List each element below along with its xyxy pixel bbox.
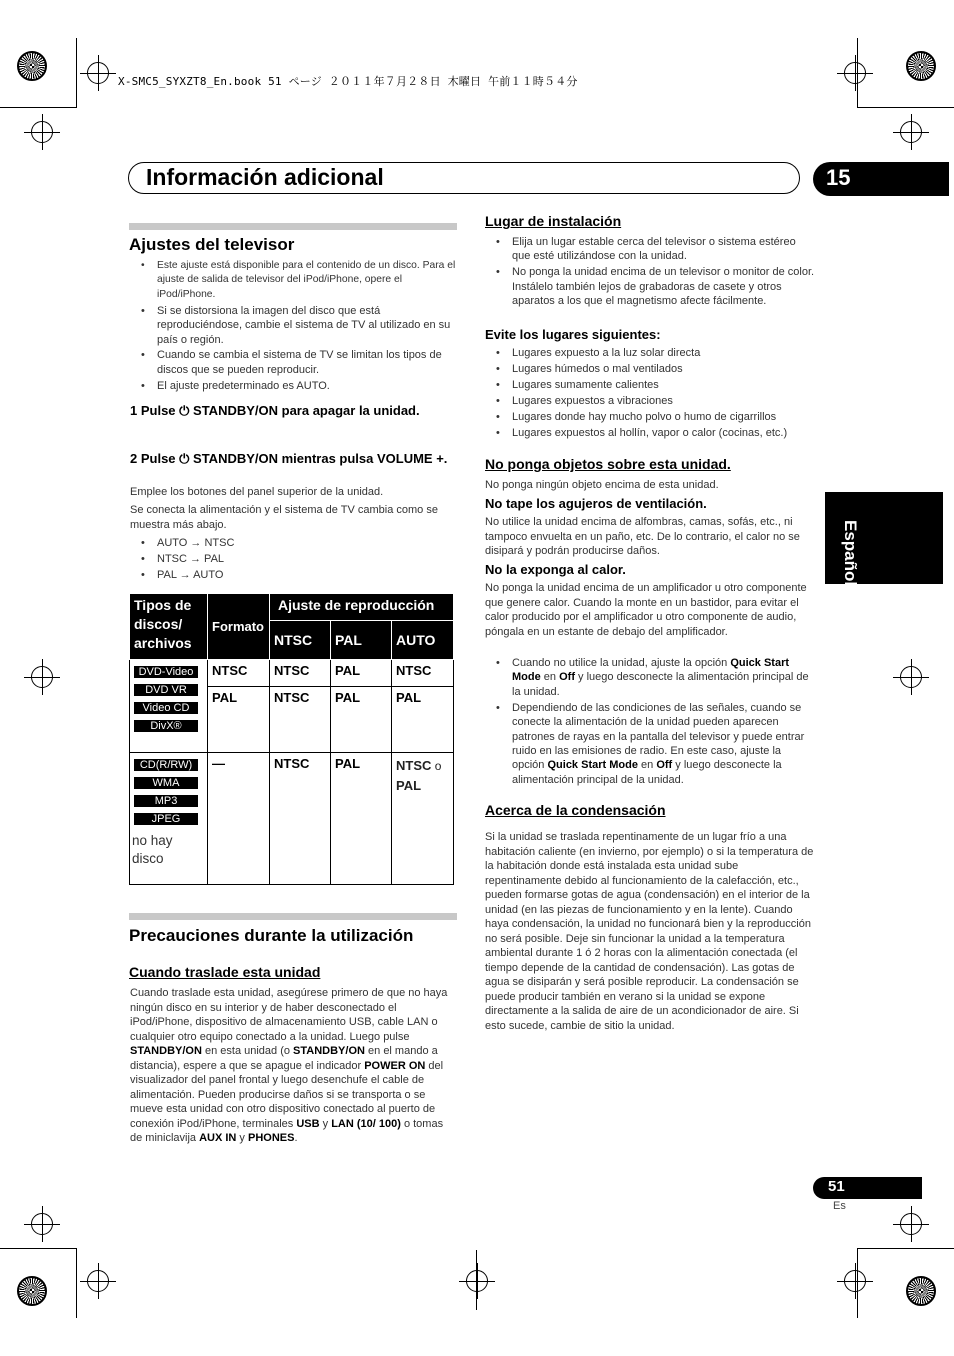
table-cell: NTSC — [208, 660, 270, 687]
tv-notes-list — [130, 259, 458, 395]
crop-line — [476, 1250, 477, 1310]
disc-types-group-1 — [130, 660, 208, 753]
crop-line — [0, 107, 77, 108]
disc-badge: DVD VR — [134, 684, 198, 696]
list-item: • Elija un lugar estable cerca del televisor o sistema estéreo que esté utilizándose con la unidad. — [485, 235, 815, 264]
list-item: • PAL → AUTO — [130, 568, 330, 582]
avoid-list — [485, 346, 825, 441]
registration-mark — [900, 1213, 922, 1235]
vents-text: No utilice la unidad encima de alfombras, camas, sofás, etc., ni tampoco envuelta en un paño, etc. De lo contrario, el calor no se disipará y podrán producirse daños. — [485, 516, 800, 557]
disc-badge: JPEG — [134, 813, 198, 825]
registration-mark — [900, 121, 922, 143]
subheading-condensation: Acerca de la condensación — [485, 802, 666, 818]
list-item: • Cuando se cambia el sistema de TV se limitan los tipos de discos que se pueden reproducir. — [130, 348, 458, 377]
table-cell: PAL — [392, 687, 454, 753]
installation-list — [485, 235, 815, 310]
registration-mark — [31, 121, 53, 143]
list-item: • El ajuste predeterminado es AUTO. — [130, 379, 458, 393]
table-header-ntsc: NTSC — [270, 620, 331, 659]
list-item: • Cuando no utilice la unidad, ajuste la opción Quick Start Mode en Off y luego desconecte la alimentación principal de la unidad. — [485, 656, 815, 699]
table-cell: NTSC — [270, 753, 331, 885]
registration-mark — [466, 1270, 488, 1292]
tv-system-table — [129, 593, 454, 885]
table-header-playback: Ajuste de reproducción — [270, 594, 454, 621]
registration-rosette — [17, 1276, 47, 1306]
table-header-format: Formato — [208, 594, 270, 660]
disc-types-group-2 — [130, 753, 208, 885]
step-2-result: Se conecta la alimentación y el sistema de TV cambia como se muestra más abajo. — [130, 504, 438, 531]
registration-mark — [87, 62, 109, 84]
list-item: • Este ajuste está disponible para el contenido de un disco. Para el ajuste de salida de televisor del iPod/iPhone, opere el iPod/iPhone. — [130, 259, 458, 302]
registration-rosette — [906, 1276, 936, 1306]
heat-text: No ponga la unidad encima de un amplificador u otro componente que genere calor. Cuando la monte en un bastidor, para evitar el calor producido por el amplificador u otro componente de audio, póngala en un estante de debajo del amplificador. — [485, 582, 807, 638]
disc-badge: MP3 — [134, 795, 198, 807]
subheading-no-objects: No ponga objetos sobre esta unidad. — [485, 456, 731, 472]
list-item: • Lugares expuestos al hollín, vapor o calor (cocinas, etc.) — [485, 426, 825, 440]
chapter-title: Información adicional — [146, 164, 384, 190]
page-language: Es — [833, 1200, 846, 1212]
disc-badge: DVD-Video — [134, 666, 198, 678]
crop-line — [857, 107, 954, 108]
no-disc-label: no hay disco — [132, 833, 173, 866]
table-cell: NTSC — [392, 660, 454, 687]
list-item: • Si se distorsiona la imagen del disco que está reproduciéndose, cambie el sistema de TV al utilizado en su país o región. — [130, 304, 458, 347]
crop-line — [0, 1248, 77, 1249]
list-item: • Lugares húmedos o mal ventilados — [485, 362, 825, 376]
disc-badge: Video CD — [134, 702, 198, 714]
subheading-installation: Lugar de instalación — [485, 213, 622, 229]
subheading-moving: Cuando traslade esta unidad — [129, 964, 321, 980]
table-row — [130, 660, 454, 687]
table-header-auto: AUTO — [392, 620, 454, 659]
table-cell: NTSC — [270, 660, 331, 687]
table-cell: PAL — [331, 660, 392, 687]
list-item: • Dependiendo de las condiciones de las señales, cuando se conecte la alimentación de la unidad pueden aparecen patrones de rayas en la pantalla del televisor y puede entrar ruido en las emisiones de radio. En este caso, ajuste la opción Quick Start Mode en Off y luego desconecte la alimentación principal de la unidad. — [485, 701, 815, 787]
condensation-text: Si la unidad se traslada repentinamente de un lugar frío a una habitación caliente (en invierno, por ejemplo) o si la temperatura de la habitación donde está instalada esta unidad sube repentinamente debido al funcionamiento de la calefacción, etc., pueden formarse gotas de agua (condensación) en el interior de la unidad (en las piezas de funcionamiento y en la lente). Cuando haya condensación, la unidad no funcionará bien y la reproducción no será posible. Deje sin funcionar la unidad a la temperatura ambiental durante 1 ó 2 horas con la alimentación conectada (el tiempo depende de la cantidad de condensación). Las gotas de agua se disiparán y será posible reproducir. La condensación se puede producir también en verano si la unidad se expone directamente a la salida de aire de un acondicionador de aire. Si esto sucede, cambie de sitio la unidad. — [485, 831, 814, 1032]
crop-line — [857, 1248, 858, 1318]
registration-rosette — [906, 51, 936, 81]
step-1: 1 Pulse ⏻ STANDBY/ON para apagar la unidad. — [130, 403, 420, 418]
power-notes-list — [485, 656, 815, 789]
table-header-types: Tipos de discos/ archivos — [130, 594, 208, 660]
tv-system-cycle — [130, 536, 330, 584]
list-item: • NTSC → PAL — [130, 552, 330, 566]
table-cell: PAL — [208, 687, 270, 753]
registration-mark — [844, 62, 866, 84]
print-header: X-SMC5_SYXZT8_En.book 51 ページ ２０１１年７月２８日 木曜日 午前１１時５４分 — [118, 75, 578, 88]
registration-rosette — [17, 51, 47, 81]
step-2-note: Emplee los botones del panel superior de la unidad. — [130, 486, 384, 498]
table-row — [130, 753, 454, 885]
subheading-vents: No tape los agujeros de ventilación. — [485, 496, 707, 511]
registration-mark — [31, 1213, 53, 1235]
subheading-heat: No la exponga al calor. — [485, 562, 626, 577]
table-cell: PAL — [331, 753, 392, 885]
list-item: • AUTO → NTSC — [130, 536, 330, 550]
crop-line — [76, 38, 77, 108]
registration-mark — [31, 666, 53, 688]
list-item: • Lugares sumamente calientes — [485, 378, 825, 392]
crop-line — [76, 1248, 77, 1318]
registration-mark — [87, 1270, 109, 1292]
subheading-avoid: Evite los lugares siguientes: — [485, 327, 661, 342]
disc-badge: WMA — [134, 777, 198, 789]
disc-badge: CD(R/RW) — [134, 759, 198, 771]
registration-mark — [900, 666, 922, 688]
list-item: • No ponga la unidad encima de un televisor o monitor de color. Instálelo también lejos de grabadoras de casete y otros aparatos a los que el magnetismo afecte fácilmente. — [485, 265, 815, 308]
page-number: 51 — [828, 1178, 845, 1195]
list-item: • Lugares donde hay mucho polvo o humo de cigarrillos — [485, 410, 825, 424]
section-bar — [129, 913, 457, 920]
disc-badge: DivX® — [134, 720, 198, 732]
table-header-pal: PAL — [331, 620, 392, 659]
list-item: • Lugares expuesto a la luz solar directa — [485, 346, 825, 360]
table-cell: NTSC o PAL — [392, 753, 454, 885]
chapter-number: 15 — [826, 165, 851, 190]
table-cell: — — [208, 753, 270, 885]
table-cell: PAL — [331, 687, 392, 753]
section-bar — [129, 223, 457, 230]
crop-line — [857, 1248, 954, 1249]
table-cell: NTSC — [270, 687, 331, 753]
registration-mark — [844, 1270, 866, 1292]
language-side-label: Español — [841, 520, 860, 587]
section-heading-tv: Ajustes del televisor — [129, 235, 295, 254]
moving-paragraph: Cuando traslade esta unidad, asegúrese primero de que no haya ningún disco en su interior y de haber desconectado el iPod/iPhone, dispositivo de almacenamiento USB, cable LAN o cualquier otro equipo conectado a la unidad. Luego pulse STANDBY/ON en esta unidad (o STANDBY/ON en el mando a distancia), espere a que se apague el indicador POWER ON del visualizador del panel frontal y luego desenchufe el cable de alimentación. Pueden producirse daños si se transporta o se mueve esta unidad con otro dispositivo conectado al puerto de conexión iPod/iPhone, terminales USB y LAN (10/ 100) o tomas de miniclavija AUX IN y PHONES. — [130, 987, 448, 1144]
crop-line — [857, 38, 858, 108]
section-heading-precautions: Precauciones durante la utilización — [129, 926, 414, 945]
list-item: • Lugares expuestos a vibraciones — [485, 394, 825, 408]
step-2: 2 Pulse ⏻ STANDBY/ON mientras pulsa VOLUME +. — [130, 451, 448, 466]
no-objects-text: No ponga ningún objeto encima de esta unidad. — [485, 479, 719, 491]
